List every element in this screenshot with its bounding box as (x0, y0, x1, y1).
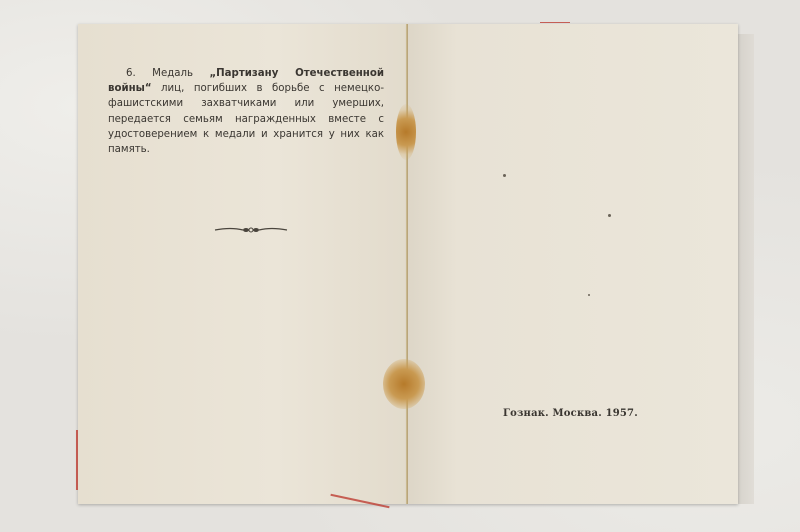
left-page (78, 24, 408, 504)
open-booklet (78, 24, 740, 504)
paragraph-body: лиц, погибших в борьбе с немецко-фашистскими захватчиками или умерших, передается семьям награжденных вместе с удостоверением к медали и хранится у них как память. (108, 83, 384, 156)
paragraph-6 (108, 66, 384, 157)
binding-thread (407, 24, 408, 504)
paper-speck (503, 174, 506, 177)
red-thread-left (76, 430, 78, 490)
right-page (408, 24, 738, 504)
rust-stain-top (396, 104, 416, 160)
medal-name: „Партизану Отечественной войны“ (108, 68, 384, 95)
paragraph-number: 6. (126, 68, 136, 79)
publisher-imprint: Гознак. Москва. 1957. (503, 408, 638, 419)
red-thread-top (540, 22, 570, 23)
ornament-divider (213, 224, 289, 236)
rust-stain-bottom (383, 359, 425, 409)
paper-speck (608, 214, 611, 217)
lead-word: Медаль (152, 68, 194, 79)
paper-speck (588, 294, 590, 296)
